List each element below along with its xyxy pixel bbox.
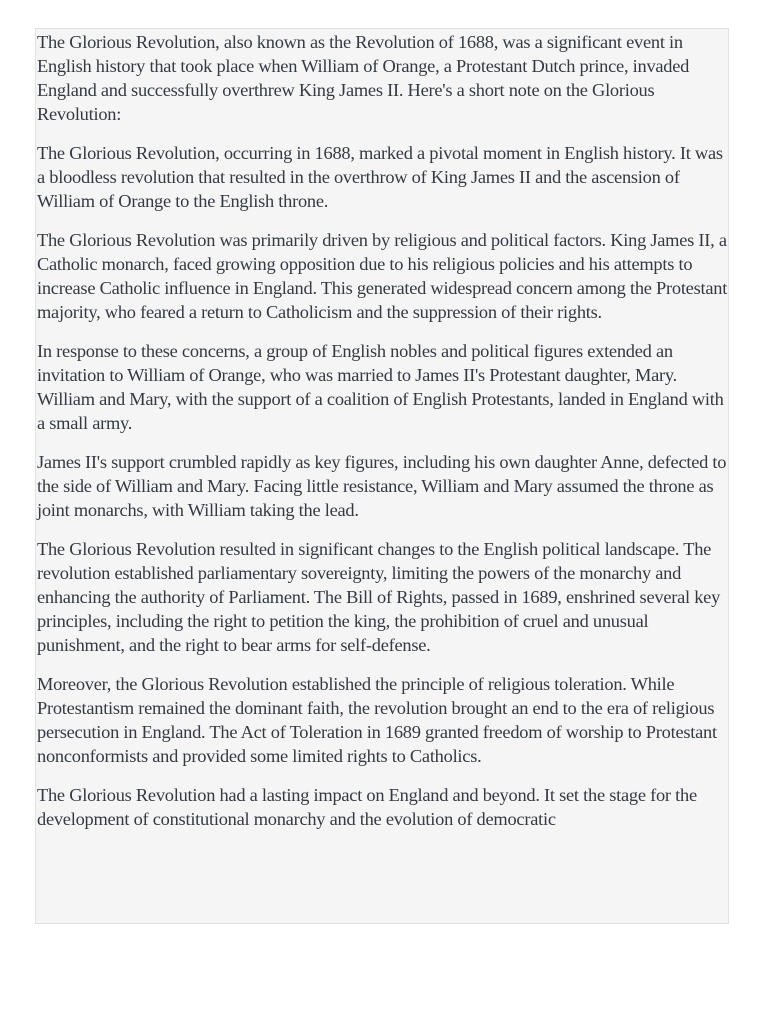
paragraph-overview: The Glorious Revolution, occurring in 1688, marked a pivotal moment in English history. It was a bloodless revolution that resulted in the overthrow of King James II and the ascension of William of Orange to the English throne. — [37, 143, 723, 211]
paragraph-collapse: James II's support crumbled rapidly as key figures, including his own daughter Anne, defected to the side of William and Mary. Facing little resistance, William and Mary assumed the throne as joint monarchs, with William taking the lead. — [37, 452, 727, 520]
paragraph-lasting-impact: The Glorious Revolution had a lasting impact on England and beyond. It set the stage for the development of constitutional monarchy and the evolution of democratic — [37, 785, 697, 829]
paragraph-intro: The Glorious Revolution, also known as the Revolution of 1688, was a significant event in English history that took place when William of Orange, a Protestant Dutch prince, invaded England and successfully overthrew King James II. Here's a short note on the Glorious Revolution: — [37, 32, 690, 124]
paragraph-invitation: In response to these concerns, a group of English nobles and political figures extended an invitation to William of Orange, who was married to James II's Protestant daughter, Mary. William and Mary, with the support of a coalition of English Protestants, landed in England with a small army. — [37, 341, 724, 433]
paragraph-causes: The Glorious Revolution was primarily driven by religious and political factors. King James II, a Catholic monarch, faced growing opposition due to his religious policies and his attempts to increase Catholic influence in England. This generated widespread concern among the Protestant majority, who feared a return to Catholicism and the suppression of their rights. — [37, 230, 728, 322]
paragraph-religious-toleration: Moreover, the Glorious Revolution established the principle of religious toleration. While Protestantism remained the dominant faith, the revolution brought an end to the era of religious persecution in England. The Act of Toleration in 1689 granted freedom of worship to Protestant nonconformists and provided some limited rights to Catholics. — [37, 674, 717, 766]
document-text-box — [35, 28, 729, 924]
paragraph-political-changes: The Glorious Revolution resulted in significant changes to the English political landscape. The revolution established parliamentary sovereignty, limiting the powers of the monarchy and enhancing the authority of Parliament. The Bill of Rights, passed in 1689, enshrined several key principles, including the right to petition the king, the prohibition of cruel and unusual punishment, and the right to bear arms for self-defense. — [37, 539, 721, 655]
